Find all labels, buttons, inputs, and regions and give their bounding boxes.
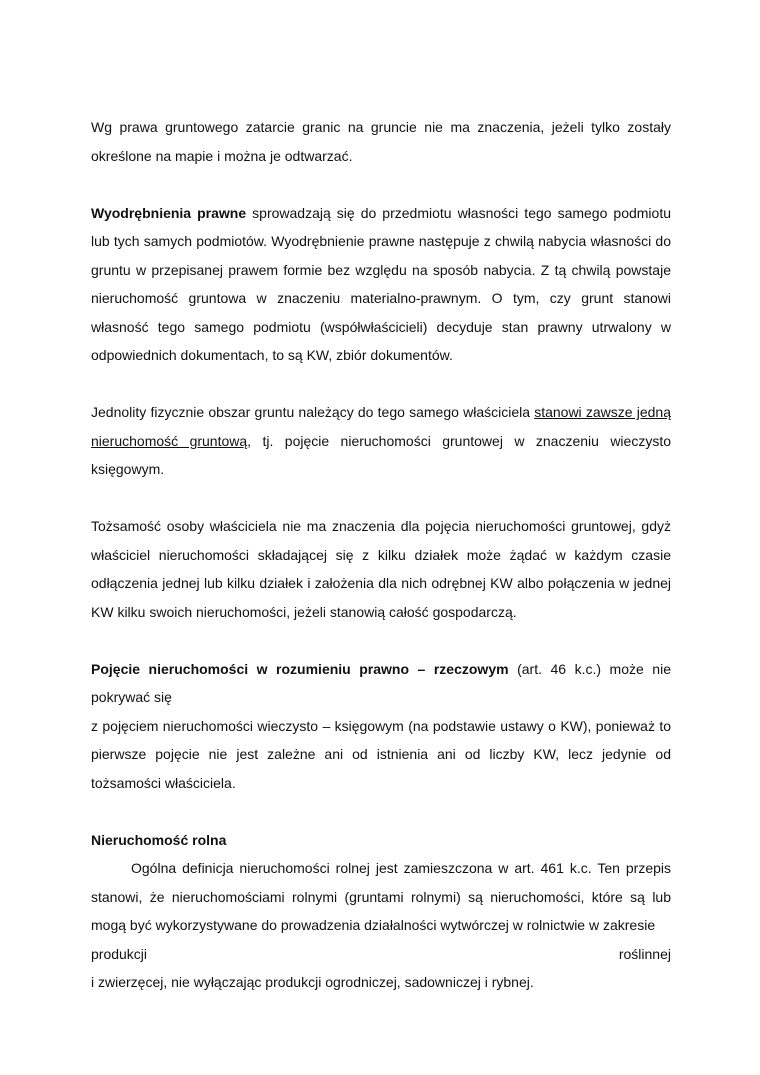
paragraph-uniformity-text-after: , tj. pojęcie nieruchomości gruntowej w znaczeniu wieczysto księgowym.	[91, 432, 672, 477]
paragraph-gap	[91, 170, 671, 199]
paragraph-gap	[91, 626, 671, 655]
paragraph-property-concept-text-2: z pojęciem nieruchomości wieczysto – księgowym (na podstawie ustawy o KW), ponieważ to pierwsze pojęcie nie jest zależne ani od istnienia ani od liczby KW, lecz jedynie od tożsamości właściciela.	[91, 717, 671, 791]
paragraph-property-concept-text-1: (art. 46 k.c.) może nie pokrywać się	[91, 660, 671, 705]
paragraph-boundary-erasure: Wg prawa gruntowego zatarcie granic na gruncie nie ma znaczenia, jeżeli tylko zostały określone na mapie i można je odtwarzać.	[91, 119, 671, 164]
paragraph-gap	[91, 484, 671, 513]
section-heading-agricultural: Nieruchomość rolna	[91, 831, 227, 848]
paragraph-legal-separation	[91, 199, 671, 370]
paragraph-physical-uniformity	[91, 398, 671, 484]
document-page	[91, 113, 671, 997]
paragraph-property-concept	[91, 655, 671, 798]
paragraph-agricultural-last-line: i zwierzęcej, nie wyłączając produkcji ogrodniczej, sadowniczej i rybnej.	[91, 974, 534, 990]
paragraph-legal-separation-text: sprowadzają się do przedmiotu własności tego samego podmiotu lub tych samych podmiotów. Wyodrębnienie prawne następuje z chwilą nabycia własności do gruntu w przepisanej prawem formie bez względu na sposób nabycia. Z tą chwilą powstaje nieruchomość gruntowa w znaczeniu materialno-prawnym. O tym, czy grunt stanowi własność tego samego podmiotu (współwłaścicieli) decyduje stan prawny utrwalony w odpowiednich dokumentach, to są KW, zbiór dokumentów.	[91, 204, 672, 363]
paragraph-owner-identity: Tożsamość osoby właściciela nie ma znaczenia dla pojęcia nieruchomości gruntowej, gdyż właściciel nieruchomości składającej się z kilku działek może żądać w każdym czasie odłączenia jednej lub kilku działek i założenia dla nich odrębnej KW albo połączenia w jednej KW kilku swoich nieruchomości, jeżeli stanowią całość gospodarczą.	[91, 518, 671, 620]
paragraph-agricultural-definition: Ogólna definicja nieruchomości rolnej jest zamieszczona w art. 461 k.c. Ten przepis stanowi, że nieruchomościami rolnymi (gruntami rolnymi) są nieruchomości, które są lub mogą być wykorzystywane do prowadzenia działalności wytwórczej w rolnictwie w zakresie	[91, 860, 671, 933]
bold-term-legal-separation: Wyodrębnienia prawne	[91, 204, 247, 221]
paragraph-gap	[91, 370, 671, 399]
paragraph-gap	[91, 797, 671, 826]
paragraph-agricultural-split-line: produkcji roślinnej	[91, 945, 671, 962]
underlined-phrase: stanowi zawsze jedną nieruchomość gruntową	[91, 404, 671, 449]
paragraph-uniformity-text-before: Jednolity fizycznie obszar gruntu należący do tego samego właściciela	[91, 404, 535, 420]
bold-term-property-concept: Pojęcie nieruchomości w rozumieniu prawno – rzeczowym	[91, 660, 509, 677]
